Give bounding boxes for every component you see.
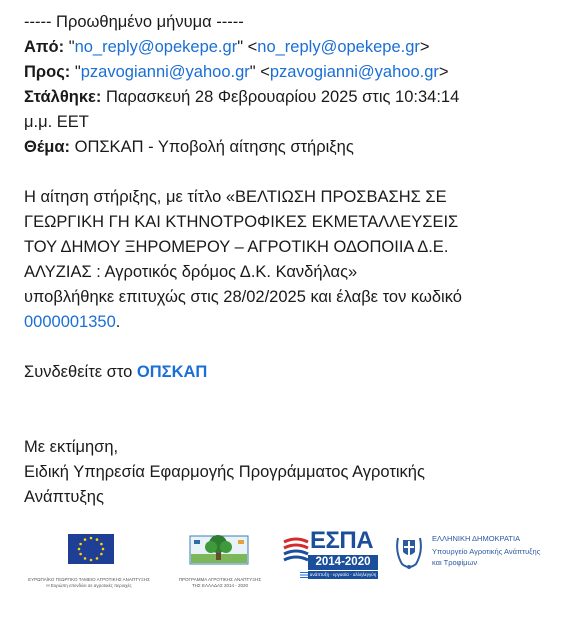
espa-years: 2014-2020 <box>308 555 378 570</box>
ministry-logo <box>392 528 550 588</box>
paragraph-line: υποβλήθηκε επιτυχώς στις 28/02/2025 και έλαβε τον κωδικό <box>24 288 462 306</box>
gov-line-1: ΕΛΛΗΝΙΚΗ ΔΗΜΟΚΡΑΤΙΑ <box>432 534 521 543</box>
application-code-link[interactable]: 0000001350 <box>24 313 116 331</box>
paragraph-line: Η αίτηση στήριξης, με τίτλο «ΒΕΛΤΙΩΣΗ ΠΡΟΣΒΑΣΗΣ ΣΕ <box>24 188 447 206</box>
paragraph-line: ΓΕΩΡΓΙΚΗ ΓΗ ΚΑΙ ΚΤΗΝΟΤΡΟΦΙΚΕΣ ΕΚΜΕΤΑΛΛΕΥΣΕΙΣ <box>24 213 459 231</box>
eu-caption-2: Η Ευρώπη επενδύει σε αγροτικές περιοχές <box>46 583 132 588</box>
to-email: <pzavogianni@yahoo.gr> <box>260 63 449 81</box>
to-name: "pzavogianni@yahoo.gr" <box>74 63 256 81</box>
pae-caption-1: ΠΡΟΓΡΑΜΜΑ ΑΓΡΟΤΙΚΗΣ ΑΝΑΠΤΥΞΗΣ <box>178 577 262 582</box>
signature-line-1: Ειδική Υπηρεσία Εφαρμογής Προγράμματος Αγροτικής <box>24 463 425 481</box>
eu-caption-1: ΕΥΡΩΠΑΪΚΟ ΓΕΩΡΓΙΚΟ ΤΑΜΕΙΟ ΑΓΡΟΤΙΚΗΣ ΑΝΑΠΤΥΞΗΣ <box>28 577 150 582</box>
greek-coat-of-arms-icon <box>392 528 426 574</box>
from-name-link[interactable]: no_reply@opekepe.gr <box>74 38 238 56</box>
to-label: Προς: <box>24 63 71 81</box>
to-email-link[interactable]: pzavogianni@yahoo.gr <box>269 63 439 81</box>
connect-text: Συνδεθείτε στο <box>24 363 133 381</box>
code-suffix: . <box>115 313 121 331</box>
espa-stripes-icon <box>282 534 310 568</box>
footer-logos <box>20 528 550 598</box>
to-name-link[interactable]: pzavogianni@yahoo.gr <box>80 63 250 81</box>
paragraph-line: ΤΟΥ ΔΗΜΟΥ ΞΗΡΟΜΕΡΟΥ – ΑΓΡΟΤΙΚΗ ΟΔΟΠΟΙΙΑ Δ.Ε. <box>24 238 449 256</box>
paragraph-line: ΑΛΥΖΙΑΣ : Αγροτικός δρόμος Δ.Κ. Κανδήλας» <box>24 263 358 281</box>
espa-title: ΕΣΠΑ <box>310 527 374 554</box>
eu-flag-icon <box>20 528 158 572</box>
to-row <box>24 60 554 85</box>
subject-label: Θέμα: <box>24 138 71 156</box>
from-email-link[interactable]: no_reply@opekepe.gr <box>257 38 420 56</box>
connect-row <box>24 360 554 385</box>
subject-value: ΟΠΣΚΑΠ - Υποβολή αίτησης στήριξης <box>74 138 354 156</box>
signature-line-2: Ανάπτυξης <box>24 488 104 506</box>
sent-row <box>24 85 554 110</box>
eu-logo <box>20 528 158 589</box>
forwarded-header: ----- Προωθημένο μήνυμα ----- <box>24 13 244 31</box>
sent-label: Στάλθηκε: <box>24 88 102 106</box>
gov-line-2: Υπουργείο Αγροτικής Ανάπτυξης <box>432 547 541 556</box>
tree-icon <box>170 528 270 572</box>
from-email: <no_reply@opekepe.gr> <box>247 38 430 56</box>
from-label: Από: <box>24 38 65 56</box>
subject-row <box>24 135 554 160</box>
code-row <box>24 310 554 335</box>
from-row <box>24 35 554 60</box>
espa-logo <box>282 528 382 590</box>
greek-flag-icon <box>300 572 308 578</box>
sent-value: Παρασκευή 28 Φεβρουαρίου 2025 στις 10:34:14 <box>105 88 460 106</box>
espa-tagline: ανάπτυξη - εργασία - αλληλεγγύη <box>309 572 377 577</box>
gov-line-3: και Τροφίμων <box>432 558 478 567</box>
sent-timezone: μ.μ. EET <box>24 113 89 131</box>
from-name: "no_reply@opekepe.gr" <box>68 38 244 56</box>
email-body <box>24 10 554 510</box>
pae-logo <box>170 528 270 589</box>
opskap-link[interactable]: ΟΠΣΚΑΠ <box>136 363 208 381</box>
pae-caption-2: ΤΗΣ ΕΛΛΑΔΑΣ 2014 - 2020 <box>191 583 249 588</box>
regards: Με εκτίμηση, <box>24 438 119 456</box>
